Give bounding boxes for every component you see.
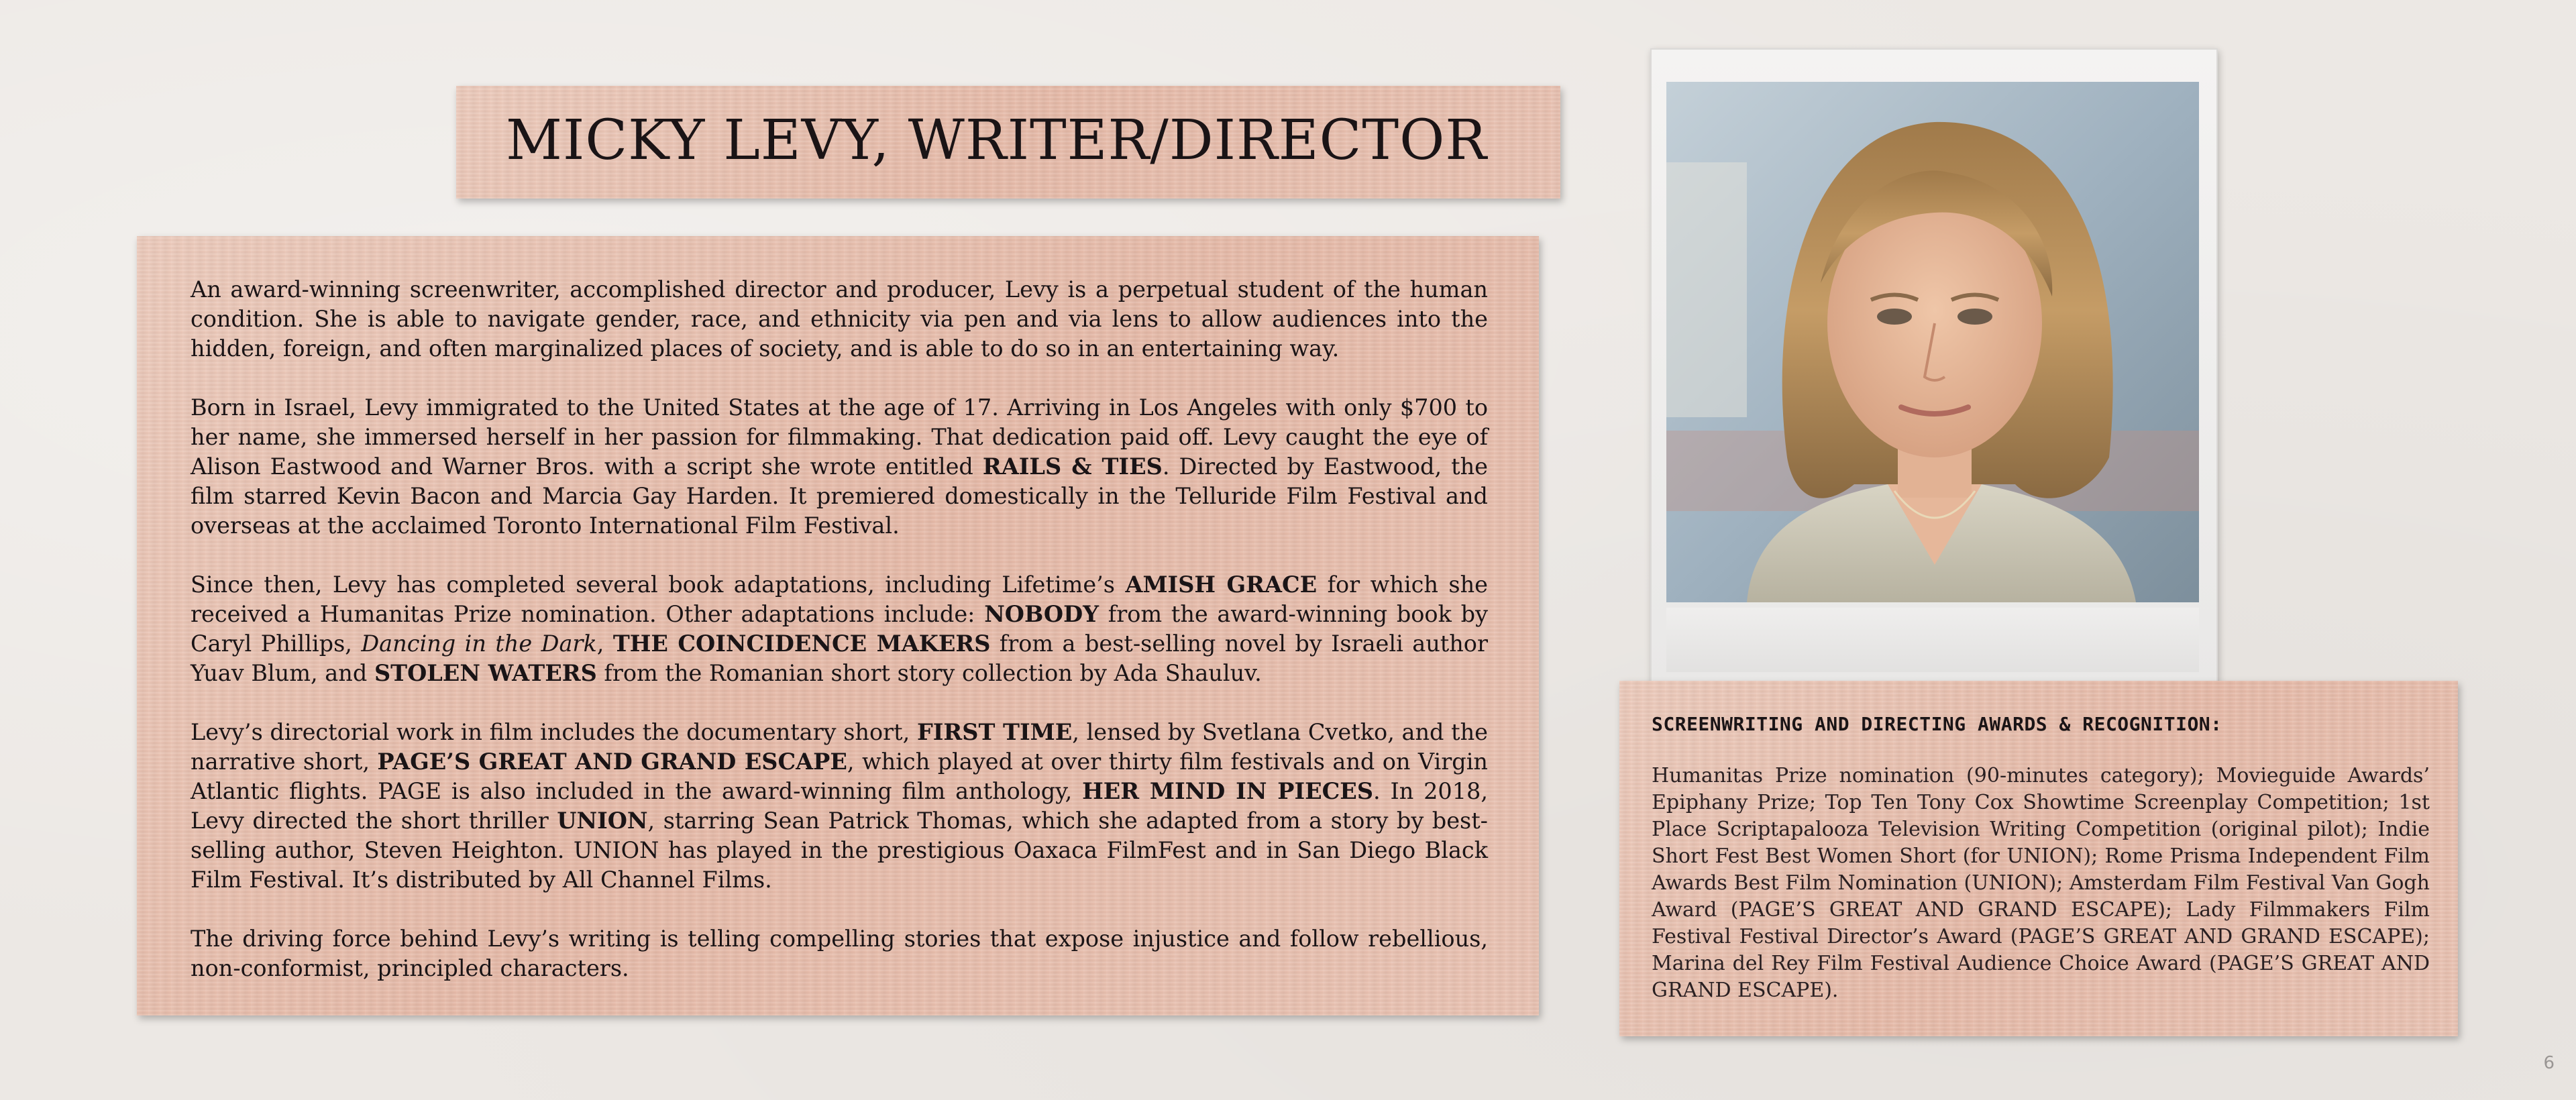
bold-title: THE COINCIDENCE MAKERS bbox=[612, 630, 991, 657]
bold-title: UNION bbox=[557, 808, 648, 834]
bio-card bbox=[137, 236, 1539, 1015]
bio-paragraph-3 bbox=[191, 570, 1488, 688]
portrait-photo bbox=[1666, 82, 2199, 602]
bio-text-run: from a best-selling novel by Israeli author Yuav Blum, and bbox=[191, 630, 1488, 686]
bold-title: HER MIND IN PIECES bbox=[1082, 778, 1374, 804]
bio-paragraph-1 bbox=[191, 275, 1488, 364]
bio-text-run: Born in Israel, Levy immigrated to the United States at the age of 17. Arriving in Los Angeles with only $700 to her name, she immersed herself in her passion for filmmaking. That dedication paid off. Levy caught the eye of Alison Eastwood and Warner Bros. with a script she wrote entitled bbox=[191, 394, 1488, 480]
bio-paragraph-2 bbox=[191, 393, 1488, 541]
bio-text-run: . Directed by Eastwood, the film starred Kevin Bacon and Marcia Gay Harden. It premiered domestically in the Telluride Film Festival and overseas at the acclaimed Toronto International Film Festival. bbox=[191, 453, 1488, 539]
bold-title: NOBODY bbox=[984, 601, 1099, 627]
bio-text-run: from the award-winning book by Caryl Phillips, bbox=[191, 601, 1488, 657]
title-strip bbox=[456, 86, 1560, 199]
bio-paragraph-4 bbox=[191, 718, 1488, 895]
italic-title: Dancing in the Dark bbox=[361, 630, 597, 657]
bio-text-run: Levy’s directorial work in film includes the documentary short, bbox=[191, 719, 917, 745]
bio-text-run: , starring Sean Patrick Thomas, which she adapted from a story by best-selling author, Steven Heighton. UNION has played in the prestigious Oaxaca FilmFest and in San Diego Black Film Festival. It’s distributed by All Channel Films. bbox=[191, 808, 1488, 893]
bio-text-run: from the Romanian short story collection by Ada Shauluv. bbox=[596, 660, 1262, 686]
bold-title: AMISH GRACE bbox=[1125, 571, 1318, 598]
awards-heading: SCREENWRITING AND DIRECTING AWARDS & RECOGNITION: bbox=[1652, 713, 2222, 735]
bold-title: FIRST TIME bbox=[916, 719, 1073, 745]
bio-text-run: , which played at over thirty film festivals and on Virgin Atlantic flights. PAGE is also included in the award-winning film anthology, bbox=[191, 749, 1489, 804]
polaroid-bottom-border bbox=[1666, 608, 2199, 672]
page-title: MICKY LEVY, WRITER/DIRECTOR bbox=[506, 109, 1488, 172]
bio-text bbox=[191, 275, 1488, 1013]
bio-text-run: for which she received a Humanitas Prize nomination. Other adaptations include: bbox=[191, 571, 1489, 627]
bio-text-run: The driving force behind Levy’s writing is telling compelling stories that expose injustice and follow rebellious, non-conformist, principled characters. bbox=[191, 926, 1488, 981]
bio-text-run: , bbox=[596, 630, 613, 657]
bio-text-run: , lensed by Svetlana Cvetko, and the narrative short, bbox=[191, 719, 1489, 775]
bio-paragraph-5 bbox=[191, 924, 1488, 983]
bio-text-run: Since then, Levy has completed several book adaptations, including Lifetime’s bbox=[191, 571, 1126, 598]
bold-title: RAILS & TIES bbox=[982, 453, 1163, 480]
awards-card bbox=[1619, 681, 2458, 1036]
awards-list: Humanitas Prize nomination (90-minutes category); Movieguide Awards’ Epiphany Prize; Top Ten Tony Cox Showtime Screenplay Competition; 1st Place Scriptapalooza Television Writing Competition (original pilot); Indie Short Fest Best Women Short (for UNION); Rome Prisma Independent Film Awards Best Film Nomination (UNION); Amsterdam Film Festival Van Gogh Award (PAGE’S GREAT AND GRAND ESCAPE); Lady Filmmakers Film Festival Festival Director’s Award (PAGE’S GREAT AND GRAND ESCAPE); Marina del Rey Film Festival Audience Choice Award (PAGE’S GREAT AND GRAND ESCAPE). bbox=[1652, 764, 2430, 1002]
bold-title: PAGE’S GREAT AND GRAND ESCAPE bbox=[377, 749, 847, 775]
polaroid-photo-frame bbox=[1650, 48, 2218, 685]
page-number: 6 bbox=[2543, 1053, 2555, 1073]
bio-text-run: . In 2018, Levy directed the short thriller bbox=[191, 778, 1488, 834]
bold-title: STOLEN WATERS bbox=[374, 660, 597, 686]
bio-text-run: An award-winning screenwriter, accomplished director and producer, Levy is a perpetual student of the human condition. She is able to navigate gender, race, and ethnicity via pen and via lens to allow audiences into the hidden, foreign, and often marginalized places of society, and is able to do so in an entertaining way. bbox=[191, 276, 1488, 362]
